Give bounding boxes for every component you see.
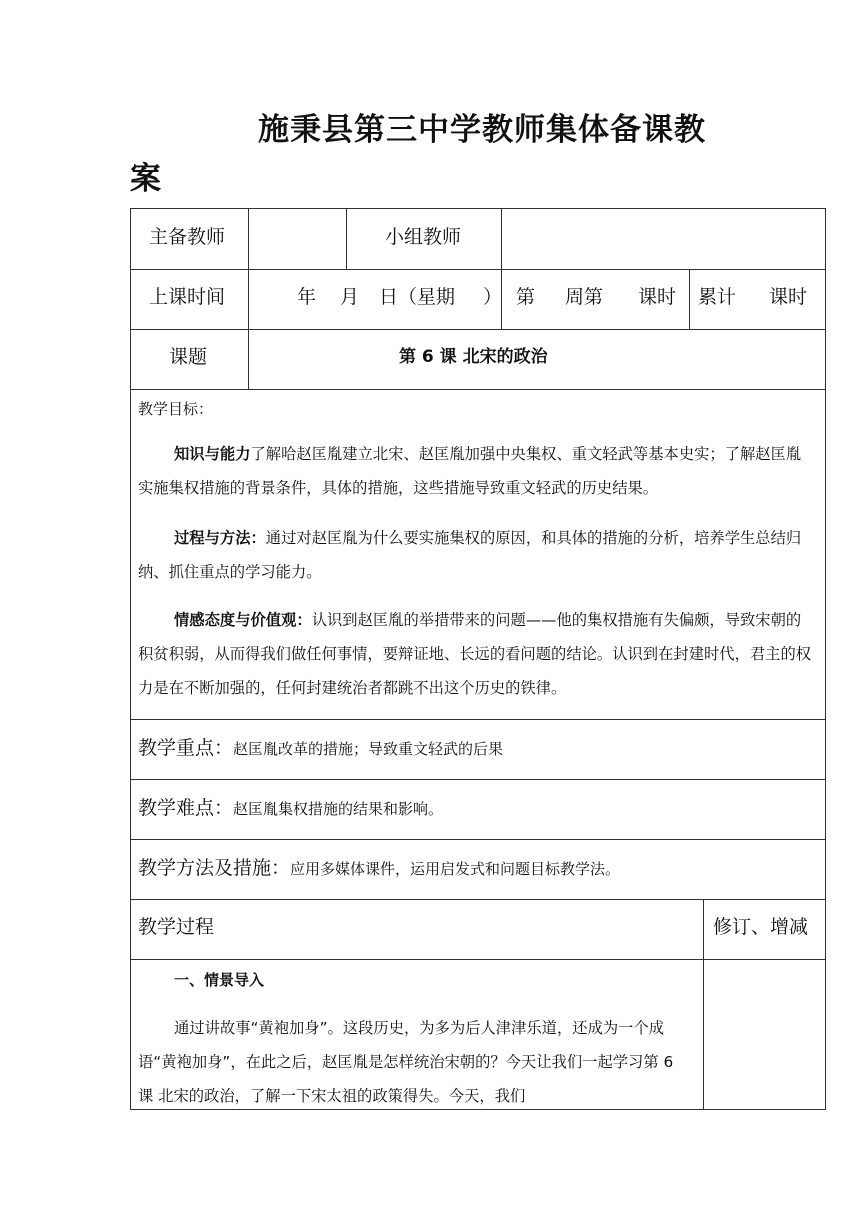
class-time-label: 上课时间 [149,286,226,308]
row-divider [131,389,825,390]
week-di: 第 [516,286,536,308]
key-points-label: 教学重点： [138,737,234,759]
row-divider [131,839,825,840]
row-divider [131,269,825,270]
methods-value: 应用多媒体课件，运用启发式和问题目标教学法。 [290,860,621,878]
difficulties-value: 赵匡胤集权措施的结果和影响。 [233,800,444,818]
col-divider [703,899,704,1110]
key-points-value: 赵匡胤改革的措施；导致重文轻武的后果 [233,740,504,758]
revision-label: 修订、增减 [713,916,809,938]
methods-row [138,853,620,880]
date-year: 年 [297,286,317,308]
row-divider [131,779,825,780]
col-divider [501,209,502,329]
difficulties-row [138,793,443,820]
row-divider [131,329,825,330]
date-month: 月 [340,286,360,308]
main-teacher-label: 主备教师 [149,226,226,248]
emotion-title: 情感态度与价值观： [174,611,312,629]
row-divider [131,959,825,960]
document-title-line2: 案 [130,161,161,197]
objective-emotion [138,603,814,705]
row-divider [131,719,825,720]
section1-title: 一、情景导入 [174,971,265,989]
topic-value: 第 6 课 北宋的政治 [399,347,548,367]
col-divider [248,209,249,389]
date-close: ） [483,286,503,308]
process-label: 教学过程 [138,916,215,938]
week-zhou: 周第 [565,286,604,308]
col-divider [689,269,690,329]
objective-process [138,521,814,589]
col-divider [346,209,347,269]
week-keshi: 课时 [638,286,677,308]
knowledge-text: 了解哈赵匡胤建立北宋、赵匡胤加强中央集权、重文轻武等基本史实；了解赵匡胤实施集权措施的背景条件，具体的措施，这些措施导致重文轻武的历史结果。 [138,445,802,497]
emotion-text: 认识到赵匡胤的举措带来的问题——他的集权措施有失偏颇，导致宋朝的积贫积弱，从而得我们做任何事情，要辩证地、长远的看问题的结论。认识到在封建时代，君主的权力是在不断加强的，任何封建统治者都跳不出这个历史的铁律。 [138,611,812,697]
objectives-label: 教学目标： [138,400,214,418]
group-teacher-label: 小组教师 [385,226,462,248]
document-title-line1: 施秉县第三中学教师集体备课教 [258,112,706,148]
section1-text: 通过讲故事“黄袍加身”。这段历史，为多为后人津津乐道，还成为一个成语“黄袍加身”，在此之后，赵匡胤是怎样统治宋朝的？今天让我们一起学习第 6 课 北宋的政治，了解一下宋太祖的政策得失。今天，我们 [138,1019,674,1105]
process-text: 通过对赵匡胤为什么要实施集权的原因，和具体的措施的分析，培养学生总结归纳、抓住重点的学习能力。 [138,529,802,581]
date-day: 日（星期 [379,286,456,308]
row-divider [131,899,825,900]
lesson-plan-table [130,208,826,1110]
total-label: 累计 [698,286,737,308]
process-title: 过程与方法： [174,529,266,547]
key-points-row [138,733,503,760]
total-keshi: 课时 [769,286,808,308]
topic-label: 课题 [169,346,208,368]
knowledge-title: 知识与能力 [174,445,251,463]
objective-knowledge [138,437,814,505]
methods-label: 教学方法及措施： [138,857,291,879]
difficulties-label: 教学难点： [138,797,234,819]
